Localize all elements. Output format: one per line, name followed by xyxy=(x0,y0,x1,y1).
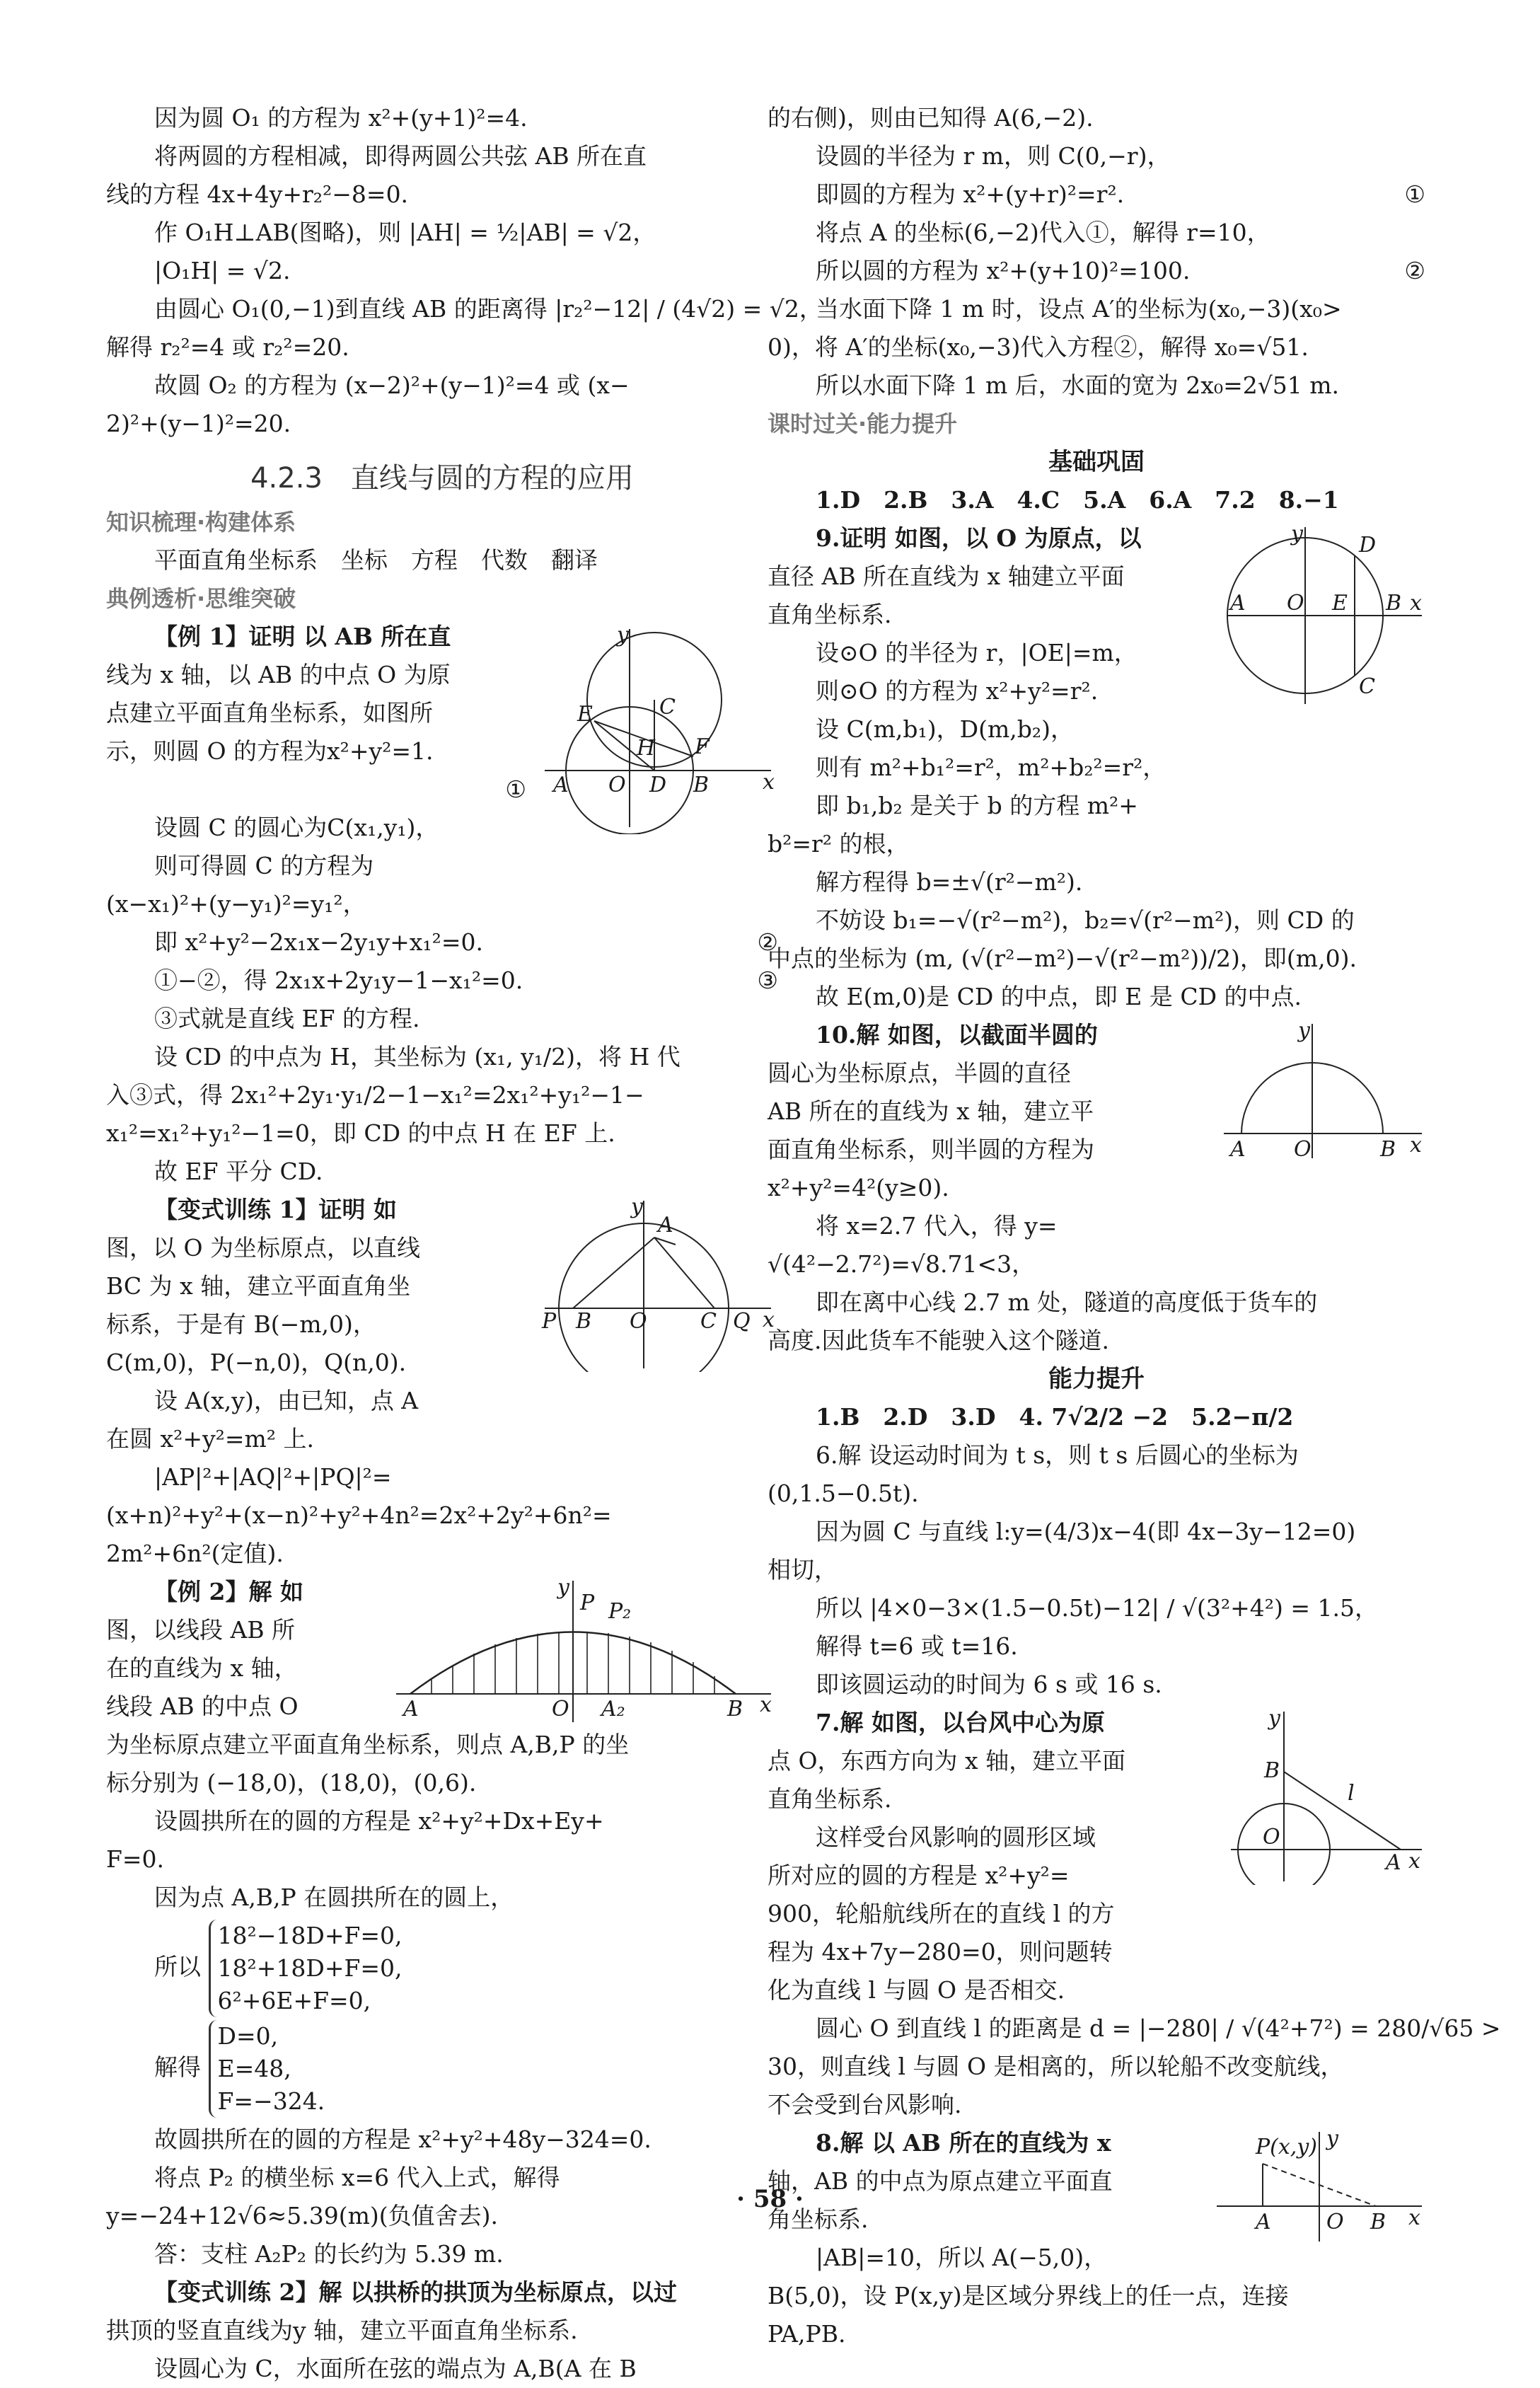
text-line: 在的直线为 x 轴， xyxy=(106,1654,298,1682)
text-line: 解方程得 b=±√(r²−m²). xyxy=(816,868,1083,896)
fig-label: y xyxy=(1326,2128,1338,2151)
text-line: √(4²−2.7²)=√8.71<3， xyxy=(768,1250,1036,1278)
text-line: 中点的坐标为 (m, (√(r²−m²)−√(r²−m²))/2)，即(m,0). xyxy=(768,945,1357,972)
text-line: 因为点 A,B,P 在圆拱所在的圆上， xyxy=(154,1884,514,1911)
text-line: 线的方程 4x+4y+r₂²−8=0. xyxy=(106,180,409,208)
text-line: 当水面下降 1 m 时，设点 A′的坐标为(x₀,−3)(x₀> xyxy=(816,295,1342,323)
text-line xyxy=(768,175,1425,214)
heading-knowledge: 知识梳理·构建体系 xyxy=(106,509,296,536)
fig-label: F xyxy=(695,734,710,759)
fig-label: y xyxy=(1298,1020,1310,1043)
example-2 xyxy=(106,1573,778,2388)
fig-label: y xyxy=(1291,524,1303,546)
question-7 xyxy=(768,1704,1501,2124)
text-line: (x+n)²+y²+(x−n)²+y²+4n²=2x²+2y²+6n²= xyxy=(106,1501,612,1529)
text-line: 为坐标原点建立平面直角坐标系，则点 A,B,P 的坐 xyxy=(106,1731,630,1758)
text-line: ③式就是直线 EF 的方程. xyxy=(154,1005,420,1032)
text-line: 点建立平面直角坐标系，如图所 xyxy=(106,699,433,727)
text-line: 0)，将 A′的坐标(x₀,−3)代入方程②，解得 x₀=√51. xyxy=(768,333,1309,361)
section-title: 4.2.3 直线与圆的方程的应用 xyxy=(250,462,634,495)
fig-label: D xyxy=(649,773,667,797)
example-label: 【例 1】证明 以 AB 所在直 xyxy=(154,623,451,650)
fig-label: O xyxy=(630,1309,647,1334)
fig-label: x xyxy=(1410,591,1422,616)
text-line: 2m²+6n²(定值). xyxy=(106,1540,284,1567)
knowledge-terms: 平面直角坐标系 坐标 方程 代数 翻译 xyxy=(154,546,598,574)
text-line: 轴，AB 的中点为原点建立平面直 xyxy=(768,2167,1113,2195)
fig-label: C xyxy=(1359,674,1375,699)
text-line: 图，以线段 AB 所 xyxy=(106,1616,296,1644)
text-line: 设圆心为 C，水面所在弦的端点为 A,B(A 在 B xyxy=(154,2355,637,2382)
text-span: 即圆的方程为 x²+(y+r)²=r². xyxy=(816,180,1125,208)
fig-label: A xyxy=(1386,1850,1401,1875)
text-line: 高度.因此货车不能驶入这个隧道. xyxy=(768,1327,1109,1354)
example-1 xyxy=(106,618,778,1191)
fig-label: x xyxy=(1410,1133,1422,1158)
equation-system-1 xyxy=(106,1920,778,2017)
text-line: 圆心 O 到直线 l 的距离是 d = |−280| / √(4²+7²) = 280/√65 > xyxy=(816,2014,1501,2042)
text-line: 所以水面下降 1 m 后，水面的宽为 2x₀=2√51 m. xyxy=(816,371,1340,399)
system-prefix: 解得 xyxy=(154,2053,201,2081)
heading-examples: 典例透析·思维突破 xyxy=(106,585,296,612)
text-line xyxy=(106,923,778,962)
equation-system-2 xyxy=(106,2020,778,2118)
fig-label: P xyxy=(580,1591,595,1615)
fig-label: O xyxy=(1263,1825,1280,1850)
text-line: 设圆拱所在的圆的方程是 x²+y²+Dx+Ey+ xyxy=(154,1807,604,1835)
text-line: 角坐标系. xyxy=(768,2205,869,2233)
text-line: 6.解 设运动时间为 t s，则 t s 后圆心的坐标为 xyxy=(816,1441,1299,1469)
text-line: 将点 P₂ 的横坐标 x=6 代入上式，解得 xyxy=(154,2164,560,2191)
text-line: 不妨设 b₁=−√(r²−m²)，b₂=√(r²−m²)，则 CD 的 xyxy=(816,906,1355,934)
text-line: 设圆的半径为 r m，则 C(0,−r)， xyxy=(816,142,1171,170)
text-line: PA,PB. xyxy=(768,2320,846,2348)
system-prefix: 所以 xyxy=(154,1953,201,1980)
figure-var1 xyxy=(538,1195,778,1375)
question-8 xyxy=(768,2124,1425,2353)
text-line: |AP|²+|AQ|²+|PQ|²= xyxy=(154,1463,392,1491)
text-line: 点 O，东西方向为 x 轴，建立平面 xyxy=(768,1747,1126,1775)
text-line: 设 CD 的中点为 H，其坐标为 (x₁, y₁/2)，将 H 代 xyxy=(154,1043,681,1071)
fig-label: y xyxy=(557,1577,569,1600)
text-line: 作 O₁H⊥AB(图略)，则 |AH| = ½|AB| = √2， xyxy=(154,219,656,246)
text-line: 直径 AB 所在直线为 x 轴建立平面 xyxy=(768,563,1125,590)
text-line: 答：支柱 A₂P₂ 的长约为 5.39 m. xyxy=(154,2240,504,2268)
text-line: 这样受台风影响的圆形区域 xyxy=(816,1823,1096,1851)
text-line: 入③式，得 2x₁²+2y₁·y₁/2−1−x₁²=2x₁²+y₁²−1− xyxy=(106,1081,644,1109)
text-line: 则可得圆 C 的方程为 xyxy=(154,852,374,879)
fig-label: l xyxy=(1348,1781,1355,1806)
fig-label: P(x,y) xyxy=(1256,2135,1317,2159)
eq-mark: ② xyxy=(757,928,778,956)
system-line: 18²−18D+F=0, xyxy=(217,1922,403,1949)
question-label: 7.解 如图，以台风中心为原 xyxy=(816,1709,1105,1736)
text-line: 化为直线 l 与圆 O 是否相交. xyxy=(768,1976,1065,2004)
question-10 xyxy=(768,1016,1425,1360)
fig-label: Q xyxy=(733,1309,751,1334)
ability-answers: 1.B 2.D 3.D 4. 7√2/2 −2 5.2−π/2 xyxy=(816,1403,1294,1431)
ability-title: 能力提升 xyxy=(1048,1365,1145,1393)
fig-label: y xyxy=(617,623,629,647)
fig-label: E xyxy=(1332,591,1348,616)
eq-mark: ① xyxy=(1404,180,1425,208)
system-line: D=0, xyxy=(217,2022,279,2050)
text-line xyxy=(106,962,778,1000)
text-line: 不会受到台风影响. xyxy=(768,2091,962,2118)
text-line: 则⊙O 的方程为 x²+y²=r². xyxy=(816,677,1099,705)
text-line: 线段 AB 的中点 O xyxy=(106,1692,299,1720)
fig-label: E xyxy=(577,702,593,727)
text-line: F=0. xyxy=(106,1845,165,1873)
fig-label: D xyxy=(1359,533,1377,558)
text-line: 相切， xyxy=(768,1556,838,1584)
fig-label: A xyxy=(553,773,569,797)
fig-label: x xyxy=(760,1692,772,1717)
variant-1 xyxy=(106,1191,778,1573)
eq-mark: ② xyxy=(1404,257,1425,284)
text-line: 由圆心 O₁(0,−1)到直线 AB 的距离得 |r₂²−12| / (4√2) = √2， xyxy=(154,295,823,323)
fig-label: A xyxy=(1256,2210,1271,2234)
question-label: 8.解 以 AB 所在的直线为 x xyxy=(816,2129,1111,2157)
fig-label: P₂ xyxy=(608,1599,632,1624)
text-line: (x−x₁)²+(y−y₁)²=y₁²， xyxy=(106,890,366,918)
text-line: 将点 A 的坐标(6,−2)代入①，解得 r=10， xyxy=(816,219,1270,246)
fig-label: B xyxy=(1380,1137,1396,1162)
fig-label: y xyxy=(631,1195,643,1219)
example-label: 【例 2】解 如 xyxy=(154,1578,303,1605)
text-line: 因为圆 O₁ 的方程为 x²+(y+1)²=4. xyxy=(154,104,528,132)
figure-q9 xyxy=(1220,524,1425,710)
text-line: AB 所在的直线为 x 轴，建立平 xyxy=(768,1097,1094,1125)
system-line: F=−324. xyxy=(217,2087,325,2115)
text-line: 的右侧)，则由已知得 A(6,−2). xyxy=(768,104,1094,132)
text-line: 所以 |4×0−3×(1.5−0.5t)−12| / √(3²+4²) = 1.5， xyxy=(816,1594,1379,1622)
fig-label: H xyxy=(637,736,656,761)
figure-ex1 xyxy=(538,622,778,837)
text-span: 即 x²+y²−2x₁x−2y₁y+x₁²=0. xyxy=(154,928,483,956)
text-line: 在圆 x²+y²=m² 上. xyxy=(106,1425,315,1453)
page-number: · 58 · xyxy=(736,2185,804,2213)
text-line: 30，则直线 l 与圆 O 是相离的，所以轮船不改变航线， xyxy=(768,2053,1344,2080)
text-line: 即该圆运动的时间为 6 s 或 16 s. xyxy=(816,1671,1162,1698)
text-line: 设 A(x,y)，由已知，点 A xyxy=(154,1387,419,1414)
fig-label: P xyxy=(542,1309,557,1334)
text-line: |O₁H| = √2. xyxy=(154,257,291,284)
text-line: 即 b₁,b₂ 是关于 b 的方程 m²+ xyxy=(816,792,1138,819)
text-line: (0,1.5−0.5t). xyxy=(768,1479,919,1507)
system-line: 6²+6E+F=0, xyxy=(217,1987,371,2014)
text-line: 2)²+(y−1)²=20. xyxy=(106,410,291,437)
fig-label: O xyxy=(1294,1137,1312,1162)
brace xyxy=(209,1920,403,2017)
text-line: C(m,0)，P(−n,0)，Q(n,0). xyxy=(106,1349,407,1376)
text-line: 拱顶的竖直直线为y 轴，建立平面直角坐标系. xyxy=(106,2317,578,2344)
text-line: 故圆拱所在的圆的方程是 x²+y²+48y−324=0. xyxy=(154,2125,652,2153)
text-line: 将两圆的方程相减，即得两圆公共弦 AB 所在直 xyxy=(154,142,647,170)
fig-label: B xyxy=(576,1309,592,1334)
text-line: 面直角坐标系，则半圆的方程为 xyxy=(768,1136,1094,1163)
text-line: 故 EF 平分 CD. xyxy=(154,1158,323,1185)
question-6 xyxy=(768,1436,1425,1704)
fig-label: C xyxy=(659,695,676,720)
text-line: b²=r² 的根， xyxy=(768,830,910,858)
fig-label: B xyxy=(727,1697,743,1721)
text-line: 圆心为坐标原点，半圆的直径 xyxy=(768,1059,1071,1087)
basic-answers: 1.D 2.B 3.A 4.C 5.A 6.A 7.2 8.−1 xyxy=(816,486,1339,514)
fig-label: y xyxy=(1268,1708,1280,1731)
fig-label: x xyxy=(763,770,775,795)
system-line: E=48, xyxy=(217,2055,291,2082)
text-line: 则有 m²+b₁²=r²，m²+b₂²=r²， xyxy=(816,754,1166,781)
fig-label: O xyxy=(608,773,626,797)
fig-label: A xyxy=(1230,591,1246,616)
text-line: 标系，于是有 B(−m,0)， xyxy=(106,1310,376,1338)
basic-title: 基础巩固 xyxy=(1048,448,1145,476)
text-line: 解得 t=6 或 t=16. xyxy=(816,1632,1018,1660)
text-line: 图，以 O 为坐标原点，以直线 xyxy=(106,1234,421,1262)
fig-label: x xyxy=(1408,1849,1420,1874)
text-line: y=−24+12√6≈5.39(m)(负值舍去). xyxy=(106,2202,499,2230)
figure-q7 xyxy=(1227,1708,1425,1888)
question-label: 10.解 如图，以截面半圆的 xyxy=(816,1021,1098,1049)
text-line: 900，轮船航线所在的直线 l 的方 xyxy=(768,1900,1115,1927)
eq-mark: ① xyxy=(505,775,526,803)
left-top-block xyxy=(106,99,823,443)
text-line: 故圆 O₂ 的方程为 (x−2)²+(y−1)²=4 或 (x− xyxy=(154,371,630,399)
fig-label: C xyxy=(700,1309,717,1334)
text-line: 直角坐标系. xyxy=(768,1785,892,1813)
fig-label: B xyxy=(1370,2210,1386,2234)
text-span: 所以圆的方程为 x²+(y+10)²=100. xyxy=(816,257,1191,284)
fig-label: O xyxy=(1326,2210,1344,2234)
text-line: |AB|=10，所以 A(−5,0)， xyxy=(816,2244,1108,2271)
text-line: 设圆 C 的圆心为C(x₁,y₁)， xyxy=(154,814,439,841)
text-line: B(5,0)，设 P(x,y)是区域分界线上的任一点，连接 xyxy=(768,2282,1289,2309)
right-column xyxy=(768,99,1501,2353)
system-line: 18²+18D+F=0, xyxy=(217,1954,403,1982)
fig-label: O xyxy=(552,1697,569,1721)
fig-label: A xyxy=(658,1213,673,1238)
fig-label: B xyxy=(1264,1758,1280,1783)
text-line: x²+y²=4²(y≥0). xyxy=(768,1174,949,1201)
text-line: 直角坐标系. xyxy=(768,601,892,628)
text-line: x₁²=x₁²+y₁²−1=0，即 CD 的中点 H 在 EF 上. xyxy=(106,1119,615,1147)
text-line: 即在离中心线 2.7 m 处，隧道的高度低于货车的 xyxy=(816,1288,1318,1316)
variant-label: 【变式训练 1】证明 如 xyxy=(154,1196,397,1223)
text-line: 示，则圆 O 的方程为x²+y²=1. xyxy=(106,737,434,765)
text-line: 将 x=2.7 代入，得 y= xyxy=(816,1212,1058,1240)
text-line: 程为 4x+7y−280=0，则问题转 xyxy=(768,1938,1113,1966)
text-line: 线为 x 轴，以 AB 的中点 O 为原 xyxy=(106,661,451,688)
text-line: 所对应的圆的方程是 x²+y²= xyxy=(768,1862,1070,1889)
fig-label: O xyxy=(1287,591,1304,616)
figure-ex2 xyxy=(382,1577,778,1729)
fig-label: A xyxy=(1230,1137,1246,1162)
figure-q10 xyxy=(1220,1020,1425,1165)
text-line: BC 为 x 轴，建立平面直角坐 xyxy=(106,1272,411,1300)
heading-practice: 课时过关·能力提升 xyxy=(768,410,958,437)
text-line: 故 E(m,0)是 CD 的中点，即 E 是 CD 的中点. xyxy=(816,983,1302,1010)
eq-mark: ③ xyxy=(757,967,778,994)
fig-label: x xyxy=(763,1308,775,1332)
text-line: 解得 r₂²=4 或 r₂²=20. xyxy=(106,333,349,361)
brace xyxy=(209,2020,325,2118)
text-line xyxy=(768,252,1425,290)
text-line: 设⊙O 的半径为 r，|OE|=m， xyxy=(816,639,1137,667)
fig-label: B xyxy=(693,773,710,797)
fig-label: A xyxy=(403,1697,419,1721)
fig-label: A₂ xyxy=(601,1697,625,1721)
text-line: 设 C(m,b₁)，D(m,b₂)， xyxy=(816,715,1074,743)
fig-label: B xyxy=(1386,591,1402,616)
question-label: 9.证明 如图，以 O 为原点，以 xyxy=(816,524,1142,552)
fig-label: x xyxy=(1408,2205,1420,2230)
text-line: 标分别为 (−18,0)，(18,0)，(0,6). xyxy=(106,1769,477,1796)
question-9 xyxy=(768,519,1425,1016)
text-line: 【变式训练 2】解 以拱桥的拱顶为坐标原点，以过 xyxy=(154,2278,677,2306)
text-line: 因为圆 C 与直线 l:y=(4/3)x−4(即 4x−3y−12=0) xyxy=(816,1518,1356,1545)
text-span: ①−②，得 2x₁x+2y₁y−1−x₁²=0. xyxy=(154,967,523,994)
